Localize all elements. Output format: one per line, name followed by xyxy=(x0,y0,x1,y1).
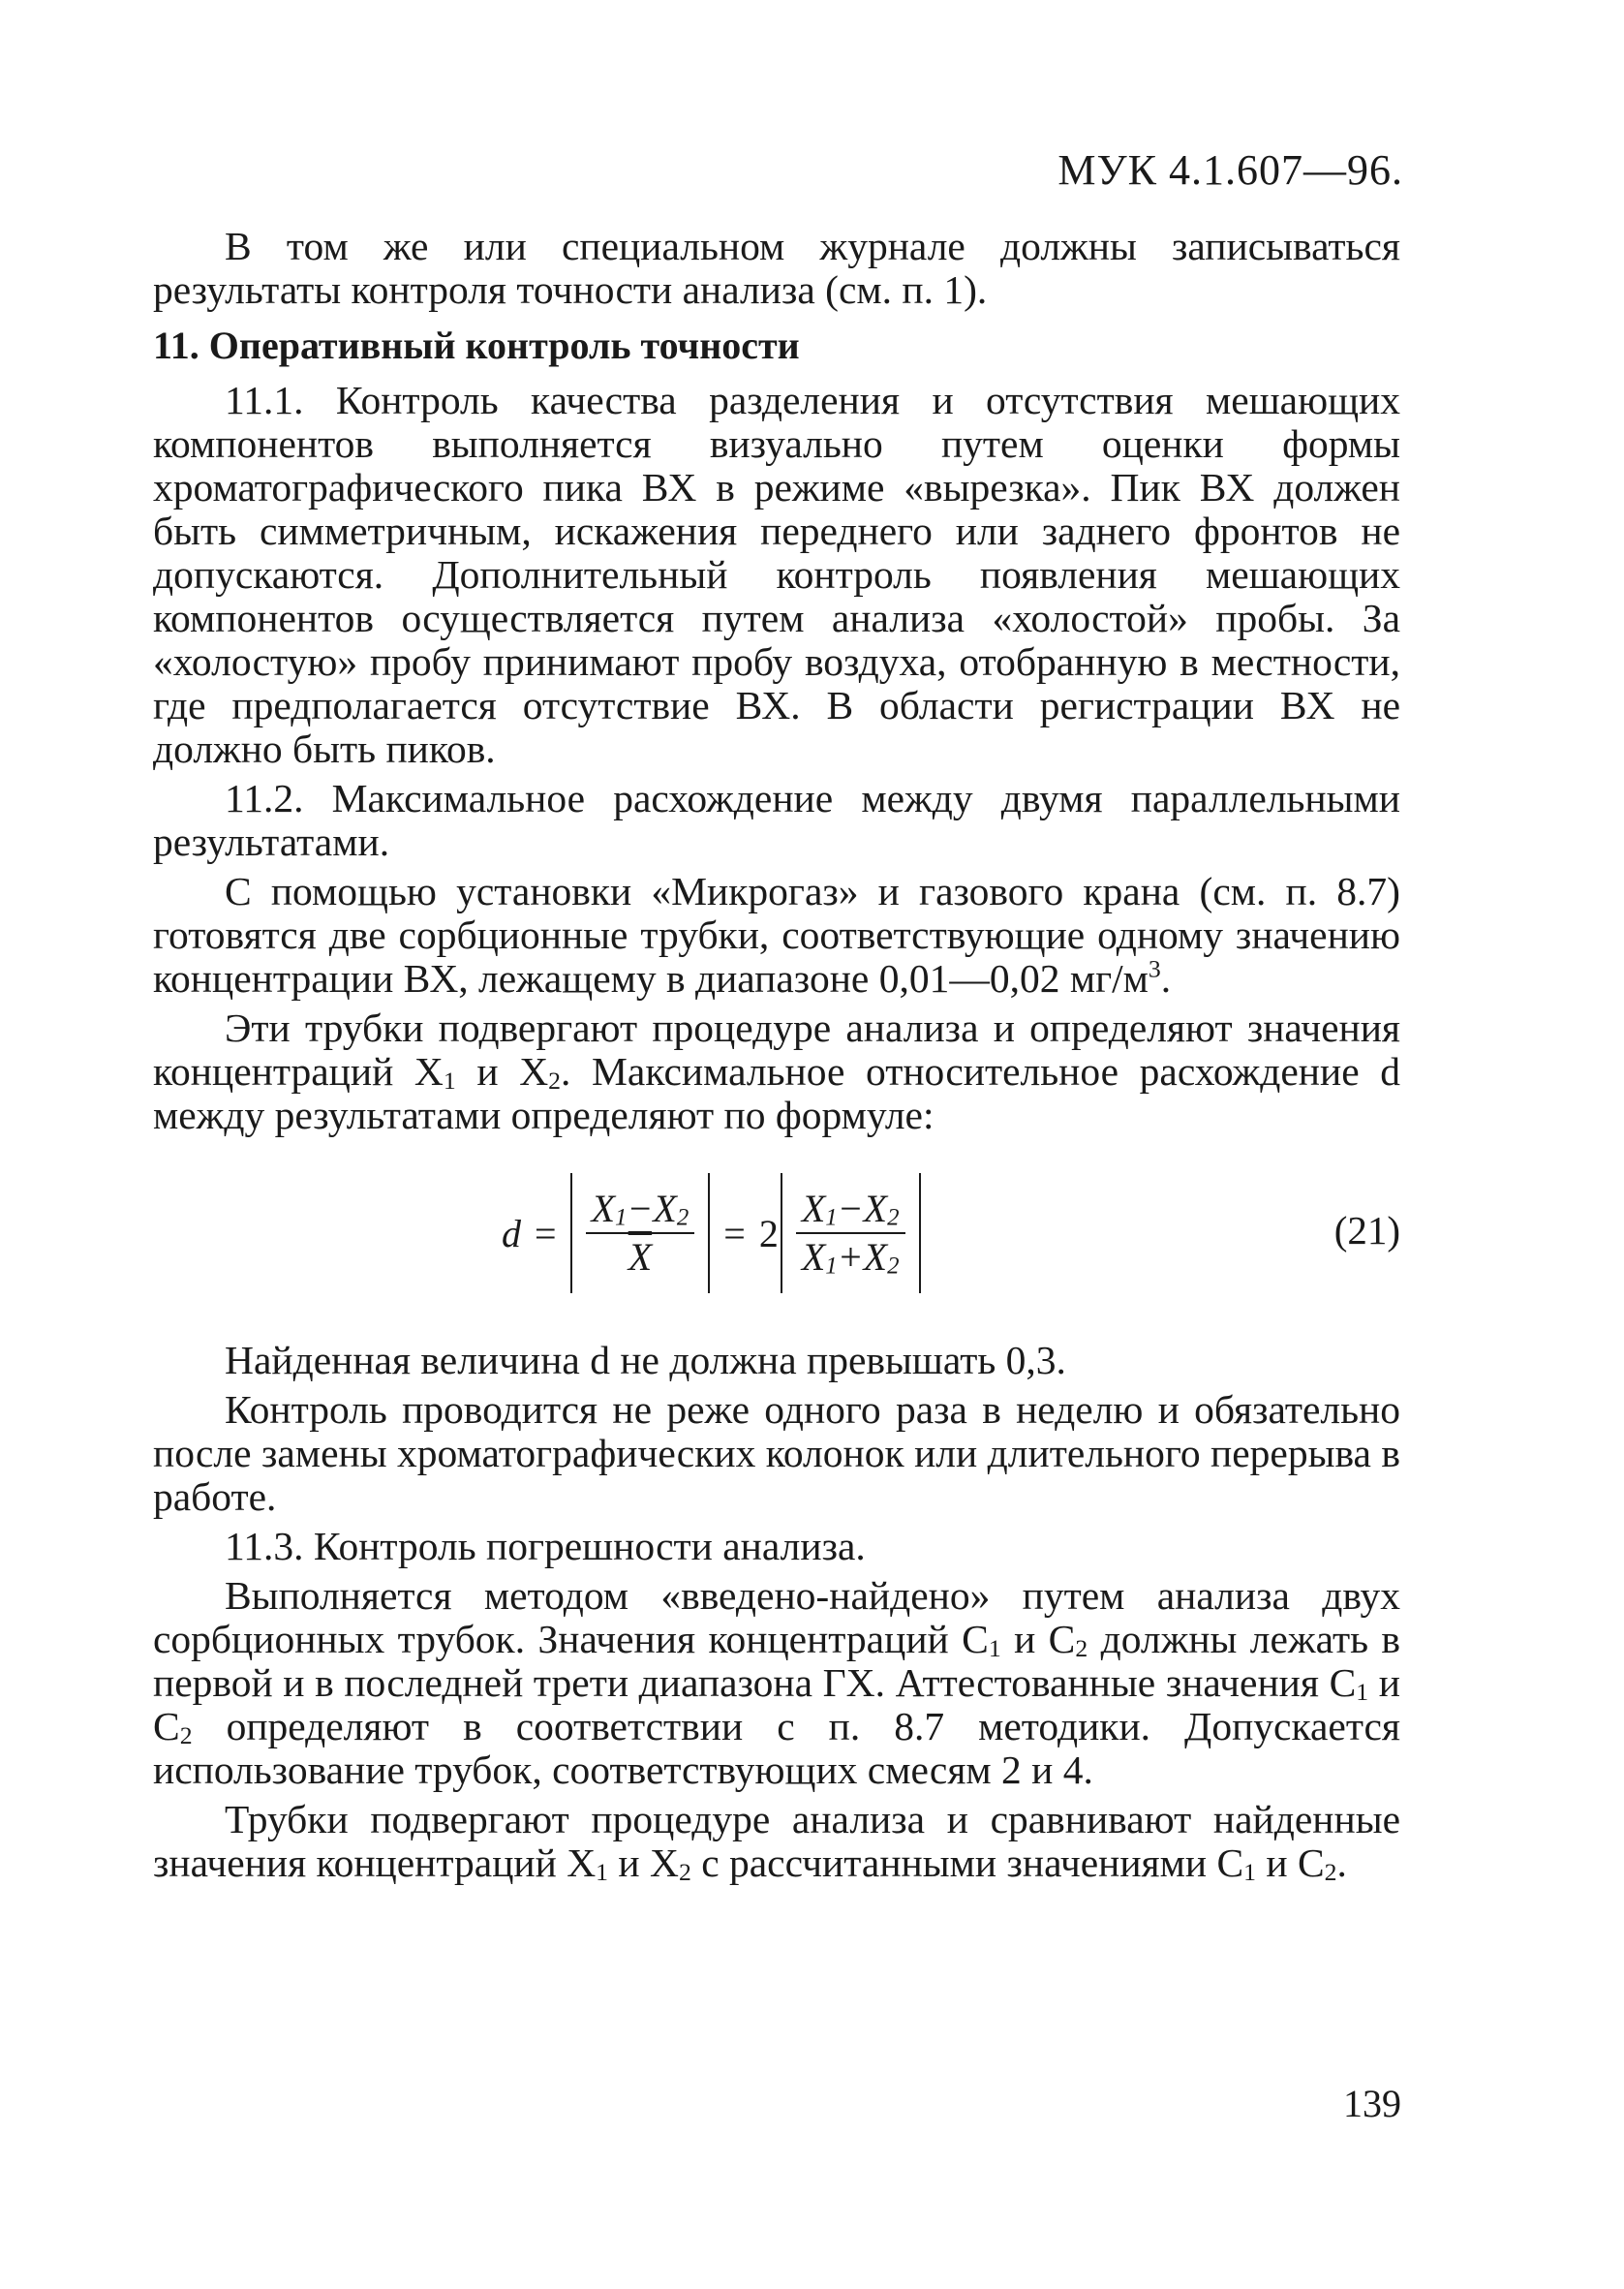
paragraph-11-2-procedure: Эти трубки подвергают процедуре анализа и определяют значения концентраций $X_1$ и $X_2$. Максимальное относительное расхождение d между результатами определяют по формуле: xyxy=(153,1005,1401,1137)
intro-paragraph: В том же или специальном журнале должны записываться результаты контроля точности анализа (см. п. 1). xyxy=(153,224,1400,312)
formula-number: (21) xyxy=(1333,1208,1400,1253)
fraction-1-denominator: X xyxy=(628,1235,653,1279)
formula-lhs: d xyxy=(502,1211,521,1255)
formula-coefficient: 2 xyxy=(758,1211,779,1255)
formula-equals-2: = xyxy=(723,1211,746,1255)
paragraph-11-3-compare: Трубки подвергают процедуре анализа и сравнивают найденные значения концентраций $X_1$ и $X_2$ с рассчитанными значениями $C_1$ и $C_2$. xyxy=(153,1797,1400,1886)
page-number: 139 xyxy=(1343,2082,1401,2125)
paragraph-found-value: Найденная величина d не должна превышать 0,3. xyxy=(225,1338,1066,1382)
paragraph-11-3: 11.3. Контроль погрешности анализа. xyxy=(225,1524,866,1568)
page-content xyxy=(153,225,1400,1891)
formula-fraction-1 xyxy=(586,1186,695,1281)
fraction-2-numerator: $X_1-X_2$ xyxy=(801,1187,900,1231)
formula-abs-1 xyxy=(570,1173,711,1293)
fraction-1-numerator: $X_1-X_2$ xyxy=(591,1187,689,1231)
paragraph-11-1: 11.1. Контроль качества разделения и отсутствия мешающих компонентов выполняется визуально путем оценки формы хроматографического пика ВХ в режиме «вырезка». Пик ВХ должен быть симметричным, искажения переднего или заднего фронтов не допускаются. Дополнительный контроль появления мешающих компонентов осуществляется путем анализа «холостой» пробы. За «холостую» пробу принимают пробу воздуха, отобранную в местности, где предполагается отсутствие ВХ. В области регистрации ВХ не должно быть пиков. xyxy=(153,378,1400,771)
paragraph-control-frequency: Контроль проводится не реже одного раза в неделю и обязательно после замены хроматографических колонок или длительного перерыва в работе. xyxy=(153,1387,1400,1519)
fraction-2-denominator: $X_1+X_2$ xyxy=(801,1235,900,1280)
formula-expression xyxy=(502,1166,921,1300)
paragraph-11-3-method: Выполняется методом «введено-найдено» путем анализа двух сорбционных трубок. Значения концентраций $C_1$ и $C_2$ должны лежать в первой и в последней трети диапазона ГХ. Аттестованные значения $C_1$ и $C_2$ определяют в соответствии с п. 8.7 методики. Допускается использование трубок, соответствующих смесям 2 и 4. xyxy=(153,1573,1400,1792)
formula-abs-2 xyxy=(781,1173,921,1293)
paragraph-11-2-setup: С помощью установки «Микрогаз» и газового крана (см. п. 8.7) готовятся две сорбционные трубки, соответствующие одному значению концентрации ВХ, лежащему в диапазоне 0,01—0,02 $мг/м^3$. xyxy=(153,869,1400,1001)
formula-21 xyxy=(153,1166,1400,1300)
formula-equals: = xyxy=(535,1211,557,1255)
section-title: 11. Оперативный контроль точности xyxy=(153,324,800,367)
document-header: МУК 4.1.607—96. xyxy=(1057,146,1403,194)
paragraph-11-2: 11.2. Максимальное расхождение между двумя параллельными результатами. xyxy=(153,776,1400,864)
formula-fraction-2 xyxy=(796,1186,905,1281)
